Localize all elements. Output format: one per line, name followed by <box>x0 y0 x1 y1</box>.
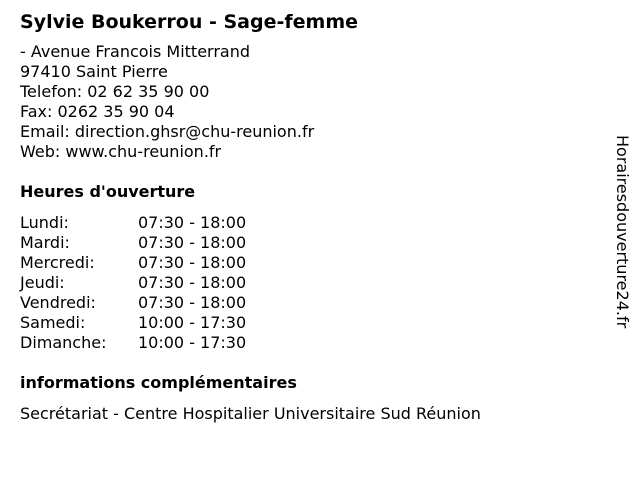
additional-info-heading: informations complémentaires <box>20 373 297 392</box>
address-line: - Avenue Francois Mitterrand <box>20 42 251 61</box>
opening-hours-heading: Heures d'ouverture <box>20 182 196 201</box>
hours-day: Samedi: <box>20 313 86 332</box>
hours-time: 07:30 - 18:00 <box>138 233 247 252</box>
hours-day: Vendredi: <box>20 293 96 312</box>
hours-time: 07:30 - 18:00 <box>138 213 247 232</box>
hours-row <box>20 333 246 353</box>
hours-time: 10:00 - 17:30 <box>138 313 247 332</box>
listing-card <box>20 9 600 424</box>
hours-time: 07:30 - 18:00 <box>138 253 247 272</box>
hours-row <box>20 313 246 333</box>
hours-row <box>20 233 246 253</box>
hours-row <box>20 273 246 293</box>
hours-time: 10:00 - 17:30 <box>138 333 247 352</box>
hours-time: 07:30 - 18:00 <box>138 293 247 312</box>
contact-block <box>20 42 600 162</box>
hours-day: Jeudi: <box>20 273 65 292</box>
opening-hours-table <box>20 213 246 353</box>
site-brand-watermark: Horairesdouverture24.fr <box>613 135 632 329</box>
hours-row <box>20 213 246 233</box>
web-line: Web: www.chu-reunion.fr <box>20 142 222 161</box>
hours-day: Mardi: <box>20 233 70 252</box>
hours-day: Dimanche: <box>20 333 107 352</box>
fax-line: Fax: 0262 35 90 04 <box>20 102 175 121</box>
hours-time: 07:30 - 18:00 <box>138 273 247 292</box>
hours-row <box>20 253 246 273</box>
hours-day: Lundi: <box>20 213 69 232</box>
city-line: 97410 Saint Pierre <box>20 62 168 81</box>
hours-row <box>20 293 246 313</box>
phone-line: Telefon: 02 62 35 90 00 <box>20 82 210 101</box>
email-line: Email: direction.ghsr@chu-reunion.fr <box>20 122 315 141</box>
page-title: Sylvie Boukerrou - Sage-femme <box>20 11 359 33</box>
hours-day: Mercredi: <box>20 253 95 272</box>
additional-info-text: Secrétariat - Centre Hospitalier Universitaire Sud Réunion <box>20 404 481 423</box>
